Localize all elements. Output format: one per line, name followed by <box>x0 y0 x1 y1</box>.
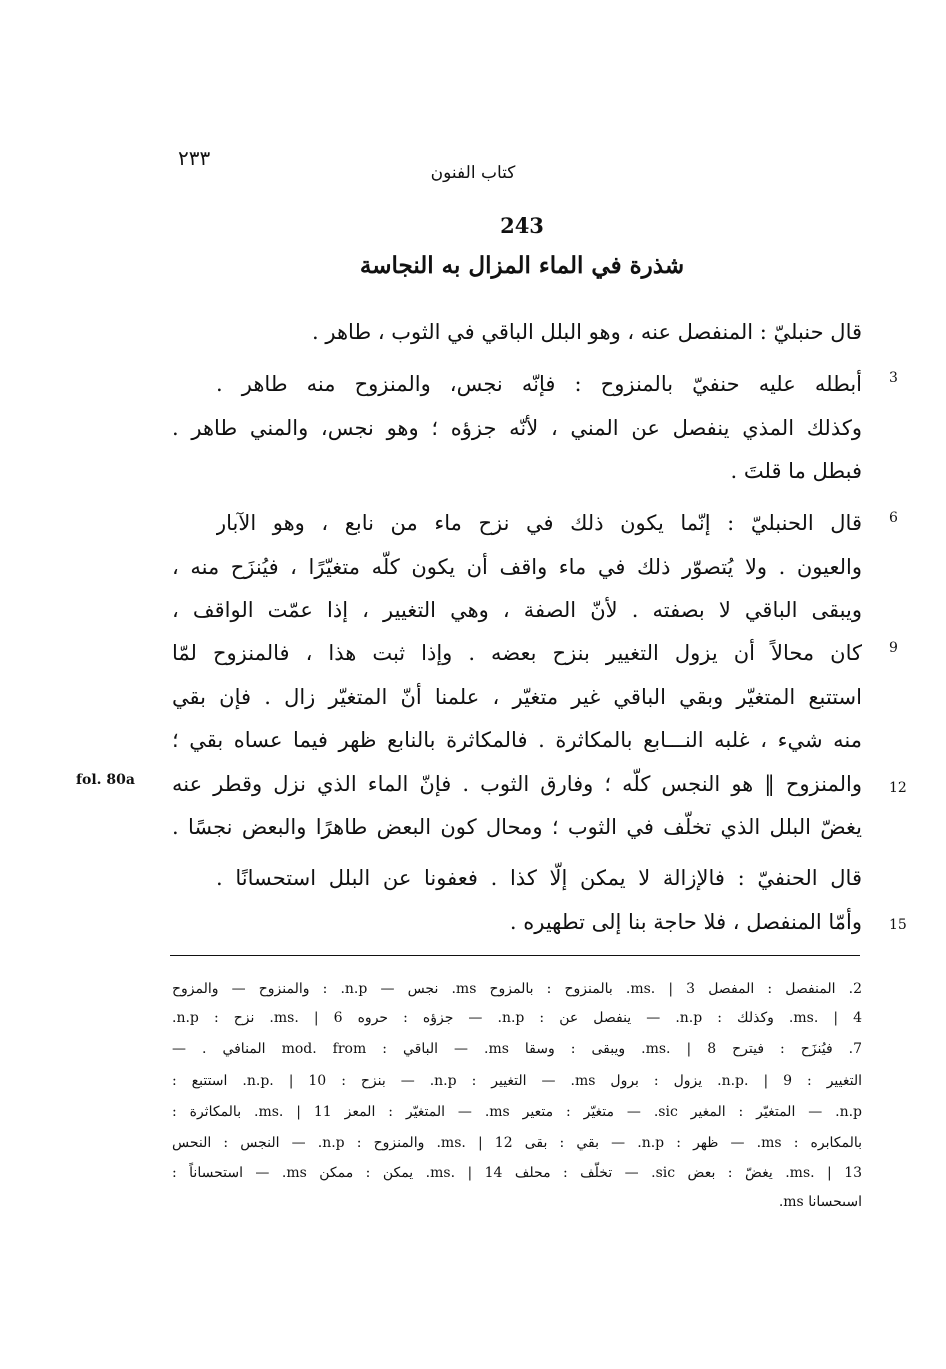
footnote-line: اسىحسانا ms. <box>778 1194 862 1210</box>
body-line: وكذلك المذي ينفصل عن المني ، لأنّه جزؤه ؛ وهو نجس، والمني طاهر . <box>172 416 862 440</box>
footnote-divider <box>170 955 860 956</box>
line-number: 9 <box>889 640 898 656</box>
line-number: 3 <box>889 370 898 386</box>
body-line: أبطله عليه حنفيّ بالمنزوح : فإنّه نجس، والمنزوح منه طاهر . <box>216 372 862 396</box>
running-title: كتاب الفنون <box>430 163 516 183</box>
body-line: استتبع المتغيّر وبقي الباقي غير متغيّر ، علمنا أنّ المتغيّر زال . فإن بقي <box>172 685 862 709</box>
footnote-line: 7. فيُنزَح : فيترح ms. | 8. ويبقى : وسقا ms. — الباقي : mod. from المنافي . — <box>172 1041 862 1057</box>
footnote-line: التغيير : n.p. | 9. يزول : برول ms. — التغيير : n.p. — بنزح : n.p. | 10. استتبع : <box>172 1073 862 1089</box>
page-number: ٢٣٣ <box>178 146 211 170</box>
body-line: قال الحنبليّ : إنّما يكون ذلك في نزح ماء من نابع ، وهو الآبار <box>216 511 862 535</box>
line-number: 15 <box>889 917 907 933</box>
body-line: منه شيء ، غلبه النـــابع بالمكاثرة . فالمكاثرة بالنابع ظهر فيما عساه بقي ؛ <box>172 728 862 752</box>
line-number: 12 <box>889 780 907 796</box>
body-line: ويبقى الباقي لا بصفته . لأنّ الصفة ، وهي التغيير ، إذا عمّت الواقف ، <box>172 598 862 622</box>
body-line: فبطل ما قلتَ . <box>730 459 862 483</box>
body-line: وأمّا المنفصل ، فلا حاجة بنا إلى تطهيره . <box>509 910 862 934</box>
body-line: والمنزوح ‖ هو النجس كلّه ؛ وفارق الثوب . فإنّ الماء الذي نزل وقطر عنه <box>172 772 862 796</box>
body-line: قال الحنفيّ : فالإزالة لا يمكن إلّا كذا . فعفونا عن البلل استحسانًا . <box>216 866 862 890</box>
section-number: 243 <box>500 213 544 238</box>
section-title: شذرة في الماء المزال به النجاسة <box>359 252 685 279</box>
body-line: يغضّ البلل الذي تخلّف في الثوب ؛ ومحال كون البعض طاهرًا والبعض نجسًا . <box>172 815 862 839</box>
body-line: كان محالاً أن يزول التغيير بنزح بعضه . وإذا ثبت هذا ، فالمنزوح لمّا <box>172 641 862 665</box>
footnote-line: n.p. — المتغيّر : المغير sic. — متغيّر : متعير ms. — المتغيّر : المعز ms. | 11. بالمكاثرة : <box>172 1104 862 1120</box>
body-line: والعيون . ولا يُتصوّر ذلك في ماء واقف أن يكون كلّه متغيّرًا ، فيُنزَح منه ، <box>172 555 862 579</box>
footnote-line: ms. | 13. يغضّ : بعض sic. — تخلّف : محلف ms. | 14. يمكن : ممكن ms. — استحساناً : <box>172 1165 862 1181</box>
line-number: 6 <box>889 510 898 526</box>
body-line: قال حنبليّ : المنفصل عنه ، وهو البلل الباقي في الثوب ، طاهر . <box>312 320 862 344</box>
folio-marker: fol. 80a <box>76 772 135 788</box>
footnote-line: 2. المنفصل : المفصل ms. | 3. بالمنزوح : بالمزوح ms. نجس — n.p. : والمنزوح — والمزوح <box>172 981 862 997</box>
footnote-line: بالمكابره : ms. — ظهر : n.p. — بقي : بقى ms. | 12. والمنزوح : n.p. — النجس : النحس <box>172 1135 862 1151</box>
footnote-line: ms. | 4. وكذلك : n.p. — ينفصل عن : n.p. — جزؤه : حروه ms. | 6. نزح : n.p. <box>172 1010 862 1026</box>
